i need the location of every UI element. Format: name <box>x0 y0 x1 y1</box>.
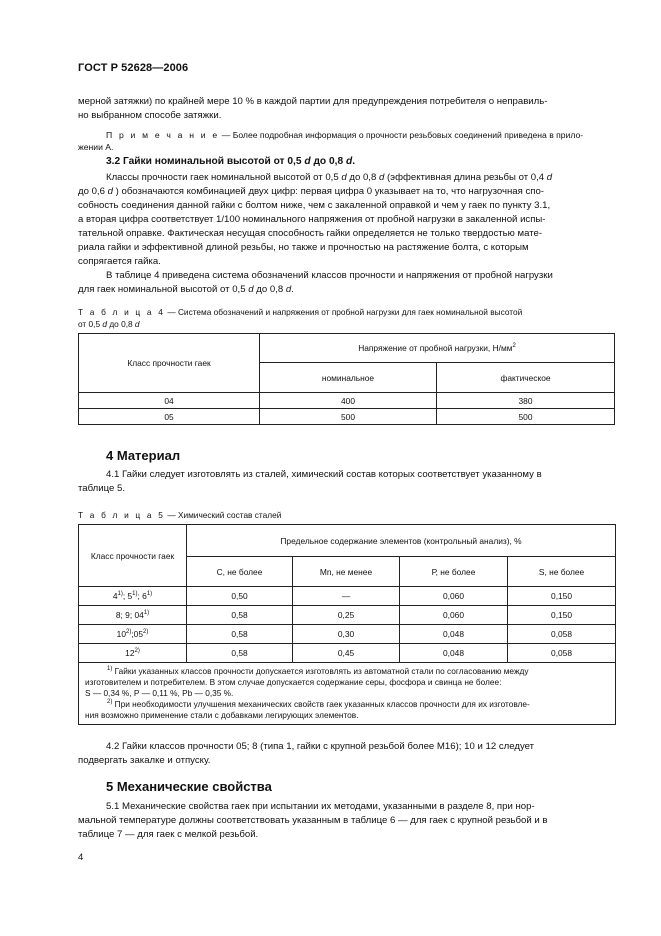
page-number: 4 <box>78 852 84 863</box>
table-4 <box>78 333 615 425</box>
section-5-body: 5.1 Механические свойства гаек при испытании их методами, указанными в разделе 8, при нор- мальной температуре должны соответствовать указанным в таблице 6 — для гаек с крупной резьбой и в таблице 7 — для гаек с мелкой резьбой. <box>78 801 548 840</box>
section-5-title: 5 Механические свойства <box>106 779 272 794</box>
table-5-header-c: С, не более <box>187 557 293 587</box>
intro-line: но выбранном способе затяжки. <box>78 110 222 121</box>
table-5 <box>78 524 616 725</box>
table-row: 12$^{2)}$ 0,58 0,45 0,048 0,058 <box>79 644 616 663</box>
section-3-2-title: 3.2 Гайки номинальной высотой от 0,5 d до 0,8 d. <box>106 156 356 167</box>
intro-line: мерной затяжки) по крайней мере 10 % в каждой партии для предупреждения потребителя о неправиль- <box>78 96 548 107</box>
table-5-header-content: Предельное содержание элементов (контрольный анализ), % <box>187 525 616 557</box>
table-row: 05 500 500 <box>79 409 615 425</box>
table-5-header-mn: Мn, не менее <box>293 557 400 587</box>
table-5-header-s: S, не более <box>508 557 616 587</box>
table-4-caption: Т а б л и ц а 4 — Система обозначений и напряжения от пробной нагрузки для гаек номинальной высотой от 0,5 d до 0,8 d <box>78 307 523 329</box>
table-4-header-class: Класс прочности гаек <box>79 334 260 393</box>
table-4-header-nominal: номинальное <box>260 363 437 393</box>
table-row: 8; 9; 04$^{1)}$ 0,58 0,25 0,060 0,150 <box>79 606 616 625</box>
table-5-caption: Т а б л и ц а 5 — Химический состав сталей <box>78 510 282 520</box>
note-block <box>78 129 615 153</box>
table-row: 4$^{1)}$; 5$^{1)}$; 6$^{1)}$ 0,50 — 0,060 0,150 <box>79 587 616 606</box>
table-4-header-stress: Напряжение от пробной нагрузки, $Н/мм^2$ <box>260 334 615 363</box>
section-3-2-body: Классы прочности гаек номинальной высотой от 0,5 d до 0,8 d (эффективная длина резьбы от 0,4 d до 0,6 d ) обозначаются комбинацией двух цифр: первая цифра 0 указывает на то, что нагрузочная спо- собность соединения данной гайки с болтом ниже, чем с закаленной оправкой и чем у гаек по пункту 3.1, а вторая цифра соответствует 1/100 номинального напряжения от пробной нагрузки в закаленной испы- тательной оправке. Фактическая несущая способность гайки определяется не только твердостью мате- риала гайки и эффективной длиной резьбы, но также и прочностью на растяжение болта, с которым сопрягается гайка. В таблице 4 приведена система обозначений классов прочности и напряжения от пробной нагрузки для гаек номинальной высотой от 0,5 d до 0,8 d. <box>78 172 553 295</box>
section-4-2-body: 4.2 Гайки классов прочности 05; 8 (типа 1, гайки с крупной резьбой более М16); 10 и 12 следует подвергать закалке и отпуску. <box>78 741 535 766</box>
note-text-cont: жении А. <box>78 142 114 152</box>
intro-paragraph <box>78 95 615 123</box>
table-5-footnotes: $^{1)}$ Гайки указанных классов прочности допускается изготовлять из автоматной стали по согласованию между изготовителем и потребителем. В этом случае допускается содержание серы, фосфора и свинца не более: S — 0,34 %, Р — 0,11 %, Рb — 0,35 %. $^{2)}$ При необходимости улучшения механических свойств гаек указанных классов прочности для их изготовле- ния возможно применение стали с добавками легирующих элементов. <box>79 663 616 725</box>
table-row: 10$^{2)}$;05$^{2)}$ 0,58 0,30 0,048 0,058 <box>79 625 616 644</box>
note-label: П р и м е ч а н и е <box>106 130 220 140</box>
table-row: 04 400 380 <box>79 393 615 409</box>
table-5-header-class: Класс прочности гаек <box>79 525 187 587</box>
section-4-body: 4.1 Гайки следует изготовлять из сталей, химический состав которых соответствует указанному в таблице 5. <box>78 469 542 494</box>
table-5-header-p: Р, не более <box>400 557 508 587</box>
document-header: ГОСТ Р 52628—2006 <box>78 62 189 74</box>
footnote-marker: 1) <box>107 666 113 673</box>
footnote-marker: 2) <box>107 699 113 706</box>
table-4-header-actual: фактическое <box>437 363 615 393</box>
section-4-title: 4 Материал <box>106 448 181 463</box>
note-text: — Более подробная информация о прочности резьбовых соединений приведена в прило- <box>219 130 584 140</box>
